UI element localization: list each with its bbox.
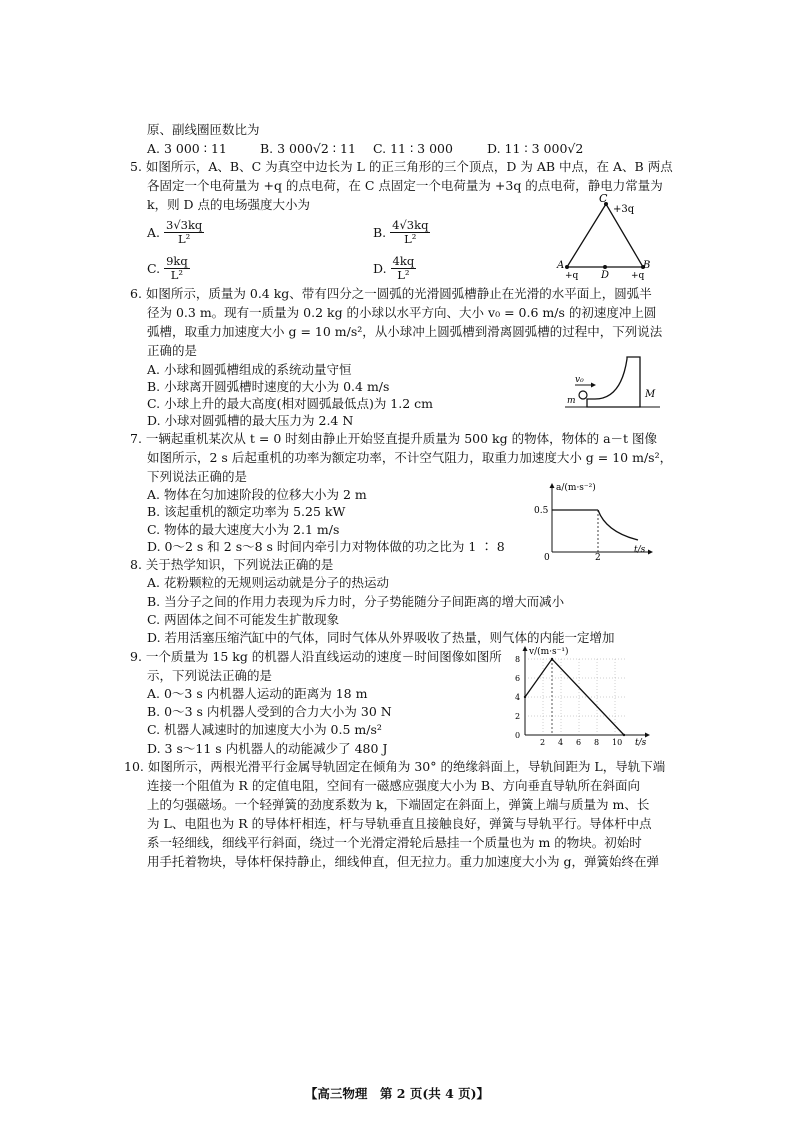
q10-line-1: 10. 如图所示，两根光滑平行金属导轨固定在倾角为 30° 的绝缘斜面上，导轨间距为 L，导轨下端 [124, 759, 666, 774]
y-axis-label: a/(m·s⁻²) [556, 483, 596, 493]
y-tick-label: 2 [515, 712, 521, 721]
q5-option-c: C. $\frac{9kq}{\text{L²}}$ [147, 254, 188, 282]
q10-line-3: 上的匀强磁场。一个轻弹簧的劲度系数为 k，下端固定在斜面上，弹簧上端与质量为 m、长 [147, 797, 650, 812]
q8-option-c: C. 两固体之间不可能发生扩散现象 [147, 612, 340, 627]
q10-line-6: 用手托着物块，导体杆保持静止，细线伸直，但无拉力。重力加速度大小为 g，弹簧始终在弹 [147, 854, 659, 869]
y-tick-label: 0.5 [534, 506, 549, 516]
q7-option-b: B. 该起重机的额定功率为 5.25 kW [147, 504, 346, 519]
x-tick-label: 4 [558, 738, 564, 747]
y-axis-arrow [523, 646, 528, 651]
q5-stem-line-1: 5. 如图所示，A、B、C 为真空中边长为 L 的正三角形的三个顶点，D 为 AB 中点，在 A、B 两点 [130, 159, 673, 174]
y-axis-label: v/(m·s⁻¹) [529, 647, 569, 657]
q9-option-b: B. 0～3 s 内机器人受到的合力大小为 30 N [147, 704, 392, 719]
label-M: M [645, 389, 656, 400]
q6-arc-groove-figure [565, 355, 660, 415]
x-axis-arrow [645, 733, 650, 738]
x-axis-label: t/s [634, 545, 646, 555]
q6-option-c: C. 小球上升的最大高度(相对圆弧最低点)为 1.2 cm [147, 396, 433, 411]
label-a: A [557, 260, 565, 271]
q5-stem-line-2: 各固定一个电荷量为 +q 的点电荷，在 C 点固定一个电荷量为 +3q 的点电荷，静电力常量为 [147, 178, 663, 193]
q5-option-a: A. $\frac{3√3kq}{\text{L²}}$ [147, 218, 203, 246]
q9-v-t-chart [505, 645, 655, 750]
label-v0: v₀ [575, 375, 584, 385]
q6-option-b: B. 小球离开圆弧槽时速度的大小为 0.4 m/s [147, 379, 390, 394]
q6-stem-line-4: 正确的是 [147, 343, 198, 358]
x-tick-label: 8 [594, 738, 600, 747]
data-point [623, 734, 625, 736]
q7-stem-line-2: 如图所示，2 s 后起重机的功率为额定功率，不计空气阻力，取重力加速度大小 g = 10 m/s²， [147, 450, 673, 465]
decay-curve [598, 510, 638, 540]
q4-option-b: B. 3 000√2 ∶ 11 [260, 141, 356, 156]
label-b-charge: +q [631, 271, 645, 281]
q9-stem-line-2: 示，下列说法正确的是 [147, 668, 273, 683]
q9-ticks [515, 655, 622, 747]
q7-stem-line-3: 下列说法正确的是 [147, 469, 248, 484]
y-tick-label: 6 [515, 674, 521, 683]
q6-stem-line-3: 弧槽，取重力加速度大小 g = 10 m/s²，从小球冲上圆弧槽到滑离圆弧槽的过程中，下列说法 [147, 324, 663, 339]
q10-line-2: 连接一个阻值为 R 的定值电阻，空间有一磁感应强度大小为 B、方向垂直导轨所在斜面向 [147, 778, 641, 793]
x-tick-label: 10 [612, 738, 623, 747]
label-d: D [601, 270, 610, 281]
q10-line-5: 系一轻细线，细线平行斜面，绕过一个光滑定滑轮后悬挂一个质量也为 m 的物块。初始时 [147, 835, 642, 850]
x-axis-arrow [648, 550, 653, 555]
q7-option-c: C. 物体的最大速度大小为 2.1 m/s [147, 522, 340, 537]
q5-option-b: B. $\frac{4√3kq}{\text{L²}}$ [373, 218, 429, 246]
label-m: m [567, 396, 576, 406]
point-d [603, 265, 607, 269]
q10-line-4: 为 L、电阻也为 R 的导体杆相连，杆与导轨垂直且接触良好，弹簧与导轨平行。导体杆中点 [147, 816, 652, 831]
label-c: C [599, 192, 608, 205]
q6-option-d: D. 小球对圆弧槽的最大压力为 2.4 N [147, 413, 354, 428]
q4-option-a: A. 3 000 ∶ 11 [147, 141, 227, 156]
label-a-charge: +q [565, 271, 579, 281]
label-b: B [643, 260, 651, 271]
y-tick-label: 4 [515, 693, 521, 702]
q8-option-a: A. 花粉颗粒的无规则运动就是分子的热运动 [147, 575, 389, 590]
x-tick-label: 6 [576, 738, 582, 747]
q6-stem-line-2: 径为 0.3 m。现有一质量为 0.2 kg 的小球以水平方向、大小 v₀ = 0.6 m/s 的初速度冲上圆 [147, 305, 657, 320]
q9-grid [525, 659, 627, 735]
x-axis-label: t/s [635, 738, 647, 748]
q7-option-a: A. 物体在匀加速阶段的位移大小为 2 m [147, 487, 367, 502]
q7-a-t-graph [530, 480, 655, 560]
page-footer: 【高三物理 第 2 页(共 4 页)】 [304, 1086, 490, 1101]
q4-option-c: C. 11 ∶ 3 000 [373, 141, 453, 156]
label-c-charge: +3q [613, 204, 635, 215]
origin-label: 0 [544, 553, 550, 560]
y-axis-arrow [550, 483, 555, 488]
y-tick-label: 8 [515, 655, 521, 664]
q9-option-a: A. 0～3 s 内机器人运动的距离为 18 m [147, 686, 368, 701]
q5-stem-line-3: k，则 D 点的电场强度大小为 [147, 197, 311, 212]
q4-line: 原、副线圈匝数比为 [147, 122, 260, 137]
q5-option-d: D. $\frac{4kq}{\text{L²}}$ [373, 254, 415, 282]
y-tick-label: 0 [515, 731, 521, 740]
data-point [524, 696, 526, 698]
q8-option-b: B. 当分子之间的作用力表现为斥力时，分子势能随分子间距离的增大而减小 [147, 594, 565, 609]
q9-option-d: D. 3 s～11 s 内机器人的动能减少了 480 J [147, 741, 388, 756]
x-tick-label: 2 [595, 553, 601, 560]
q7-option-d: D. 0～2 s 和 2 s～8 s 时间内牵引力对物体做的功之比为 1 ∶ 8 [147, 539, 505, 554]
q5-triangle-figure [555, 192, 655, 282]
q9-option-c: C. 机器人减速时的加速度大小为 0.5 m/s² [147, 722, 382, 737]
ball-shape [579, 391, 587, 399]
q6-stem-line-1: 6. 如图所示，质量为 0.4 kg、带有四分之一圆弧的光滑圆弧槽静止在光滑的水平面上，圆弧半 [130, 286, 652, 301]
q7-stem-line-1: 7. 一辆起重机某次从 t = 0 时刻由静止开始竖直提升质量为 500 kg 的物体，物体的 a－t 图像 [130, 431, 658, 446]
q6-option-a: A. 小球和圆弧槽组成的系统动量守恒 [147, 362, 352, 377]
velocity-arrow-head [591, 383, 596, 388]
q9-stem-line-1: 9. 一个质量为 15 kg 的机器人沿直线运动的速度－时间图像如图所 [130, 649, 502, 664]
q8-stem: 8. 关于热学知识，下列说法正确的是 [130, 557, 334, 572]
arc-groove-shape [587, 357, 640, 407]
x-tick-label: 2 [540, 738, 546, 747]
point-a [565, 265, 569, 269]
q8-option-d: D. 若用活塞压缩汽缸中的气体，同时气体从外界吸收了热量，则气体的内能一定增加 [147, 630, 615, 645]
q4-option-d: D. 11 ∶ 3 000√2 [487, 141, 584, 156]
